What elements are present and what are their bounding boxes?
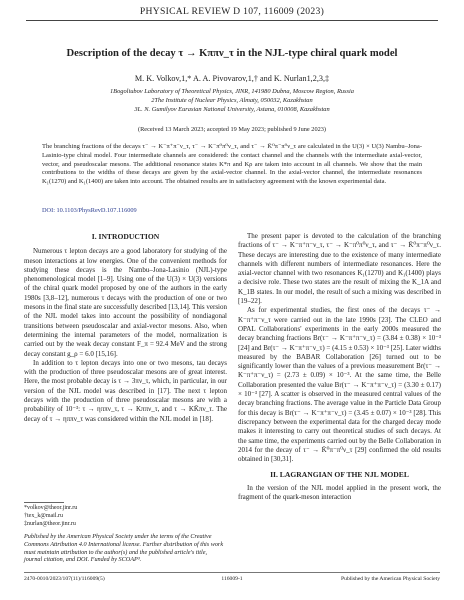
doi-link-text[interactable]: DOI: 10.1103/PhysRevD.107.116009: [42, 207, 137, 214]
footnote-1: *volkov@theor.jinr.ru: [24, 505, 78, 511]
footnote-3: ‡nurlan@theor.jinr.ru: [24, 521, 76, 527]
footer-left: 2470-0010/2023/107(11)/116009(5): [24, 576, 105, 582]
footnote-2: †tex_k@mail.ru: [24, 513, 64, 519]
footnote-rule: [24, 502, 64, 503]
received-dates: (Received 13 March 2023; accepted 19 May 2023; published 9 June 2023): [138, 126, 326, 133]
abstract: The branching fractions of the decays τ⁻ → K⁻π⁺π⁻ν_τ, τ⁻ → K⁻π⁰π⁰ν_τ, and τ⁻ → K̄⁰π⁻π⁰ν_τ are calculated in the U(3) × U(3) Nambu–Jona-Lasinio-type chiral model. Four intermediate channels are considered: the contact channel and the channels with the intermediate axial-vector, vector, and pseudoscalar mesons. The additional resonance states K*π and Kρ are taken into account in all channels. We show that the main contributions to the widths of these decays are given by the axial-vector channel. In the axial-vector channel, the intermediate resonances K₁(1270) and K₁(1400) are taken into account. The obtained results are in satisfactory agreement with the known experimental data.: [42, 143, 422, 186]
affiliation-3: 3L. N. Gumilyov Eurasian National University, Astana, 010008, Kazakhstan: [134, 106, 330, 113]
section-heading-lagrangian: II. LAGRANGIAN OF THE NJL MODEL: [270, 470, 409, 480]
header-rule: [26, 20, 438, 21]
doi-link[interactable]: [42, 207, 137, 214]
affiliation-1: 1Bogoliubov Laboratory of Theoretical Physics, JINR, 141980 Dubna, Moscow Region, Russia: [109, 88, 354, 95]
paper-title: Description of the decay τ → Kππν_τ in the NJL-type chiral quark model: [66, 48, 398, 59]
paragraph: In addition to τ lepton decays into one or two mesons, tau decays with the production of three pseudoscalar mesons are of great interest. Here, the most probable decay is τ → 3πν_τ, which, in particular, in our version of the NJL model was described in [17]. The next τ lepton decays with the production of three pseudoscalar mesons are with a probability of 10⁻³: τ → ηππν_τ, τ → Kππν_τ, and τ → KK̄πν_τ. The decay of τ → ηππν_τ was considered within the NJL model in [18].: [24, 358, 227, 423]
affiliation-2: 2The Institute of Nuclear Physics, Almaty, 050032, Kazakhstan: [151, 97, 313, 104]
paragraph: As for experimental studies, the first ones of the decays τ⁻ → K⁻π⁺π⁻ν_τ were carried out in the late 1990s [23]. The CLEO and OPAL Collaborations' experiments in the early 2000s measured the decay branching fractions Br(τ⁻ → K⁻π⁺π⁻ν_τ) = (3.84 ± 0.38) × 10⁻³ [24] and Br(τ⁻ → K⁻π⁺π⁻ν_τ) = (4.15 ± 0.53) × 10⁻³ [25]. Later widths measured by the BABAR Collaboration [26] turned out to be significantly lower than the values of a previous measurement Br(τ⁻ → K⁻π⁺π⁻ν_τ) = (2.73 ± 0.09) × 10⁻³. At the same time, the Belle Collaboration presented the value Br(τ⁻ → K⁻π⁺π⁻ν_τ) = (3.30 ± 0.17) × 10⁻³ [27]. A scatter is observed in the measured central values of the decay branching fractions. The average value in the Particle Data Group for this decay is Br(τ⁻ → K⁻π⁺π⁻ν_τ) = (3.45 ± 0.07) × 10⁻³ [28]. This discrepancy between the experimental data for the charged decay mode makes it interesting to carry out theoretical studies of such decays. At the same time, the experiments carried out by the Belle Collaboration in 2014 for the decay of τ⁻ → K̄⁰π⁻π⁰ν_τ [29] confirmed the old results obtained in [30,31].: [238, 306, 441, 464]
footer-rule: [24, 572, 440, 573]
paragraph: In the version of the NJL model applied in the present work, the fragment of the quark-meson interaction: [238, 483, 441, 502]
running-header: PHYSICAL REVIEW D 107, 116009 (2023): [139, 6, 325, 17]
paragraph: Numerous τ lepton decays are a good laboratory for studying of the meson interactions at low energies. One of the convenient methods for studying these decays is the Nambu–Jona-Lasinio (NJL)-type phenomenological model [1–9]. Using one of the U(3) × U(3) versions of the chiral quark model proposed by one of the authors in the early 1980s [3,8–12], numerous τ decays with the production of one or two mesons in the final state are successfully described [13,14]. This version of the NJL model takes into account the possibility of nondiagonal transitions between pseudoscalar and axial-vector mesons. Also, when determining the internal parameters of the model, normalization is carried out by the weak decay constant F_π = 92.4 MeV and the strong decay constant g_ρ = 6.0 [15,16].: [24, 247, 227, 358]
page-number: 116009-1: [221, 576, 243, 582]
publication-note: Published by the American Physical Society under the terms of the Creative Commons Attribution 4.0 International license. Further distribution of this work must maintain attribution to the author(s) and the published article's title, journal citation, and DOI. Funded by SCOAP³.: [24, 533, 224, 564]
paragraph: The present paper is devoted to the calculation of the branching fractions of τ⁻ → K⁻π⁺π⁻ν_τ, τ⁻ → K⁻π⁰π⁰ν_τ, and τ⁻ → K̄⁰π⁻π⁰ν_τ. These decays are interesting due to the existence of many intermediate channels with different numbers of intermediate resonances. Here the axial-vector channel with two resonances K₁(1270) and K₁(1400) plays a decisive role. These two states are the result of mixing the K_1A and K_1B states. In our model, the result of such a mixing was described in [19–22].: [238, 232, 441, 306]
left-column: [24, 232, 227, 424]
footer-right: Published by the American Physical Society: [341, 576, 440, 582]
right-column: [238, 232, 441, 502]
section-heading-intro: I. INTRODUCTION: [91, 232, 160, 241]
authors: M. K. Volkov,1,* A. A. Pivovarov,1,† and K. Nurlan1,2,3,‡: [134, 74, 330, 83]
